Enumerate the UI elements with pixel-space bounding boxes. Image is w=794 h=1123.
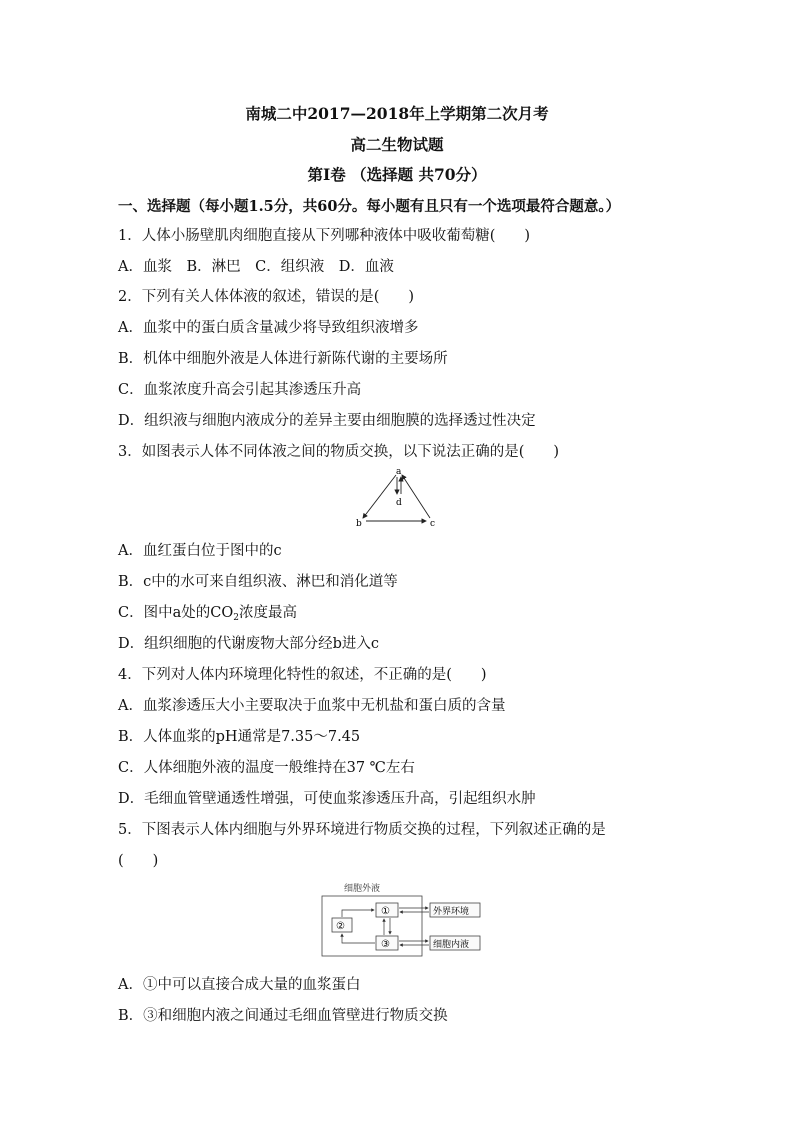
subject-title: 高二生物试题 xyxy=(350,135,444,154)
label-2: ② xyxy=(336,921,345,932)
arrow-a-to-b xyxy=(363,475,396,518)
q4-option-d: D．毛细血管壁通透性增强，可使血浆渗透压升高，引起组织水肿 xyxy=(118,791,536,807)
section-heading: 一、选择题（每小题1.5分，共60分。每小题有且只有一个选项最符合题意。） xyxy=(118,198,621,215)
q1-options: A．血浆 B．淋巴 C．组织液 D．血液 xyxy=(118,259,394,275)
q4-stem: 4．下列对人体内环境理化特性的叙述，不正确的是( ) xyxy=(118,667,487,683)
q5-option-b: B．③和细胞内液之间通过毛细血管壁进行物质交换 xyxy=(118,1008,448,1024)
q3-option-c-sub: 2 xyxy=(233,613,239,623)
q2-option-a: A．血浆中的蛋白质含量减少将导致组织液增多 xyxy=(118,320,419,336)
q4-option-a: A．血浆渗透压大小主要取决于血浆中无机盐和蛋白质的含量 xyxy=(118,698,506,714)
q5-stem: 5．下图表示人体内细胞与外界环境进行物质交换的过程，下列叙述正确的是 xyxy=(118,822,606,838)
arrow-2-to-1 xyxy=(342,910,374,917)
q2-option-c: C．血浆浓度升高会引起其渗透压升高 xyxy=(118,382,362,398)
arrow-c-to-a xyxy=(402,475,430,518)
q3-option-a: A．血红蛋白位于图中的c xyxy=(118,543,282,559)
label-a: a xyxy=(396,467,402,477)
q2-stem: 2．下列有关人体体液的叙述，错误的是( ) xyxy=(118,289,415,305)
q3-option-c-post: 浓度最高 xyxy=(238,605,297,621)
q5-stem-cont: ( ) xyxy=(118,853,159,869)
school-title: 南城二中2017—2018年上学期第二次月考 xyxy=(245,104,549,123)
label-3: ③ xyxy=(381,939,390,950)
label-1: ① xyxy=(381,906,390,917)
label-intracellular: 细胞内液 xyxy=(433,940,470,950)
q3-option-c xyxy=(118,601,297,623)
q1-stem: 1．人体小肠壁肌肉细胞直接从下列哪种液体中吸收葡萄糖( ) xyxy=(118,228,531,244)
label-c: c xyxy=(430,519,436,529)
label-d: d xyxy=(396,498,402,508)
label-extracellular: 细胞外液 xyxy=(344,884,381,894)
q2-option-d: D．组织液与细胞内液成分的差异主要由细胞膜的选择透过性决定 xyxy=(118,413,536,429)
q3-stem: 3．如图表示人体不同体液之间的物质交换，以下说法正确的是( ) xyxy=(118,444,560,460)
arrow-3-to-2 xyxy=(342,934,375,943)
q3-option-d: D．组织细胞的代谢废物大部分经b进入c xyxy=(118,636,380,652)
volume-title: 第Ⅰ卷 （选择题 共70分） xyxy=(307,165,487,184)
q3-fluid-exchange-diagram xyxy=(352,465,444,529)
q4-option-c: C．人体细胞外液的温度一般维持在37 ℃左右 xyxy=(118,760,415,776)
q5-exchange-diagram xyxy=(318,880,486,960)
q3-option-b: B．c中的水可来自组织液、淋巴和消化道等 xyxy=(118,574,398,590)
q2-option-b: B．机体中细胞外液是人体进行新陈代谢的主要场所 xyxy=(118,351,448,367)
q5-option-a: A．①中可以直接合成大量的血浆蛋白 xyxy=(118,977,361,993)
q4-option-b: B．人体血浆的pH通常是7.35～7.45 xyxy=(118,729,361,745)
label-b: b xyxy=(356,519,362,529)
label-external-env: 外界环境 xyxy=(433,907,470,917)
q3-option-c-pre: C．图中a处的CO xyxy=(118,605,234,621)
